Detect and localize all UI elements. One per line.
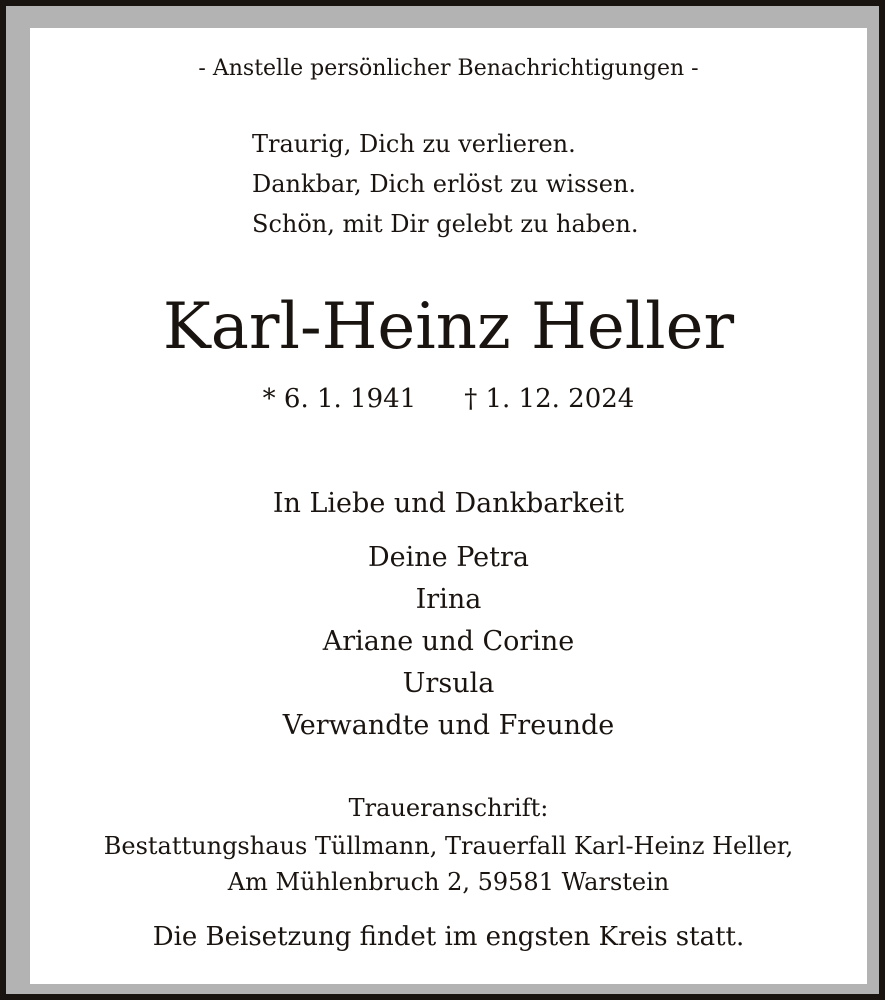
notice-panel [30, 28, 867, 984]
burial-note: Die Beisetzung findet im engsten Kreis statt. [152, 922, 745, 952]
mourner-3: Ariane und Corine [322, 626, 575, 657]
verse-line-2: Dankbar, Dich erlöst zu wissen. [252, 170, 637, 198]
death-date: † 1. 12. 2024 [464, 384, 635, 414]
intro-line: - Anstelle persönlicher Benachrichtigungen - [198, 56, 699, 81]
address-line-2: Am Mühlenbruch 2, 59581 Warstein [227, 868, 670, 896]
mourner-4: Ursula [402, 668, 495, 699]
address-line-1: Bestattungshaus Tüllmann, Trauerfall Karl-Heinz Heller, [103, 832, 794, 860]
verse-line-1: Traurig, Dich zu verlieren. [252, 130, 576, 158]
address-label: Traueranschrift: [348, 794, 549, 822]
deceased-name: Karl-Heinz Heller [162, 290, 735, 364]
life-dates [30, 384, 867, 414]
verse-line-3: Schön, mit Dir gelebt zu haben. [252, 210, 639, 238]
mourner-2: Irina [415, 584, 482, 615]
mourner-5: Verwandte und Freunde [282, 710, 615, 741]
birth-date: * 6. 1. 1941 [262, 384, 417, 414]
dedication-line: In Liebe und Dankbarkeit [272, 488, 625, 519]
mourner-1: Deine Petra [368, 542, 529, 573]
